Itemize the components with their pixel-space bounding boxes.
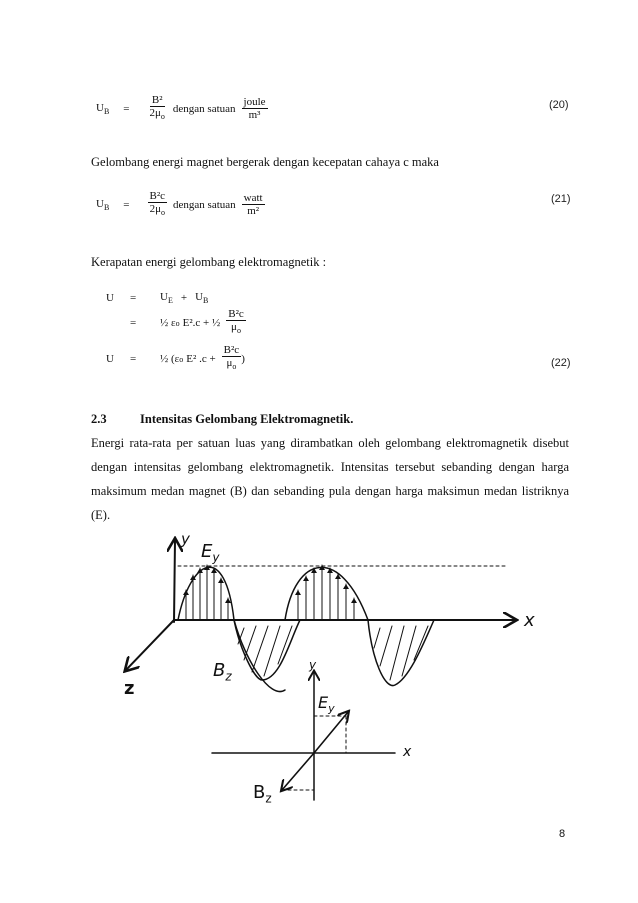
eq22-line1: U = $U_E$ + $U_B$ (106, 290, 209, 306)
wave-ey-label: $E_y$ (201, 541, 220, 565)
vec-resultant (314, 712, 348, 753)
vec-bz-arrow (282, 753, 314, 790)
vec-y-label: y (309, 658, 317, 672)
wave-bz-label: $B_z$ (213, 660, 232, 684)
eq22-line3: U = ½ (ε o E² .c + $\frac{\text{B²c}}{\mu_o}$ ) (106, 344, 245, 372)
wave-x-label: x (524, 610, 535, 631)
eq21-unit-fraction: $\frac{\text{watt}}{\text{m²}}$ (243, 192, 263, 218)
eq20-equals: = (123, 102, 130, 115)
eq21-equals: = (123, 198, 130, 211)
eq21-number: (21) (551, 193, 571, 205)
section-title: Intensitas Gelombang Elektromagnetik. (140, 412, 354, 426)
paragraph-line-1: Energi rata-rata per satuan luas yang dirambatkan oleh gelombang elektromagnetik disebut (91, 436, 569, 450)
b-field-hatching (238, 626, 428, 680)
eq22-line2: = ½ ε o E².c + ½ $\frac{\text{B²c}}{\mu_o}$ (130, 308, 244, 336)
eq20-lhs: $U_B$ (96, 101, 110, 116)
wave-z-axis-line (126, 620, 174, 670)
text-kerapatan: Kerapatan energi gelombang elektromagnetik : (91, 255, 327, 269)
paragraph-line-4: (E). (91, 508, 111, 522)
eq20-fraction: $\frac{\text{B²}}{2\mu_o}$ (149, 94, 165, 122)
wave-z-label: z (124, 678, 135, 699)
vec-ey-label: $E_y$ (318, 693, 335, 716)
section-number: 2.3 (91, 412, 107, 426)
eq22-number: (22) (551, 357, 571, 369)
vec-x-label: x (403, 744, 412, 760)
paragraph-line-2: dengan intensitas gelombang elektromagnetik. Intensitas tersebut sebanding dengan harga (91, 460, 569, 474)
page-number: 8 (559, 828, 566, 840)
eq21-fraction: $\frac{\text{B²c}}{2\mu_o}$ (149, 190, 166, 218)
vec-bz-label: $B_z$ (253, 782, 272, 806)
e-field-vectors (186, 565, 354, 620)
eq21-unit-text: dengan satuan (173, 198, 236, 211)
eq20-unit-text: dengan satuan (172, 102, 236, 115)
eq20-number: (20) (549, 99, 569, 111)
text-magnet-speed: Gelombang energi magnet bergerak dengan kecepatan cahaya c maka (91, 155, 439, 169)
wave-y-axis-line (174, 540, 175, 622)
wave-y-label: y (181, 530, 190, 548)
paragraph-line-3: maksimum medan magnet (B) dan sebanding pula dengan harga maksimun medan listriknya (91, 484, 569, 498)
eq21-lhs: $U_B$ (96, 197, 110, 212)
eq20-unit-fraction: $\frac{\text{joule}}{\text{m³}}$ (243, 96, 266, 122)
